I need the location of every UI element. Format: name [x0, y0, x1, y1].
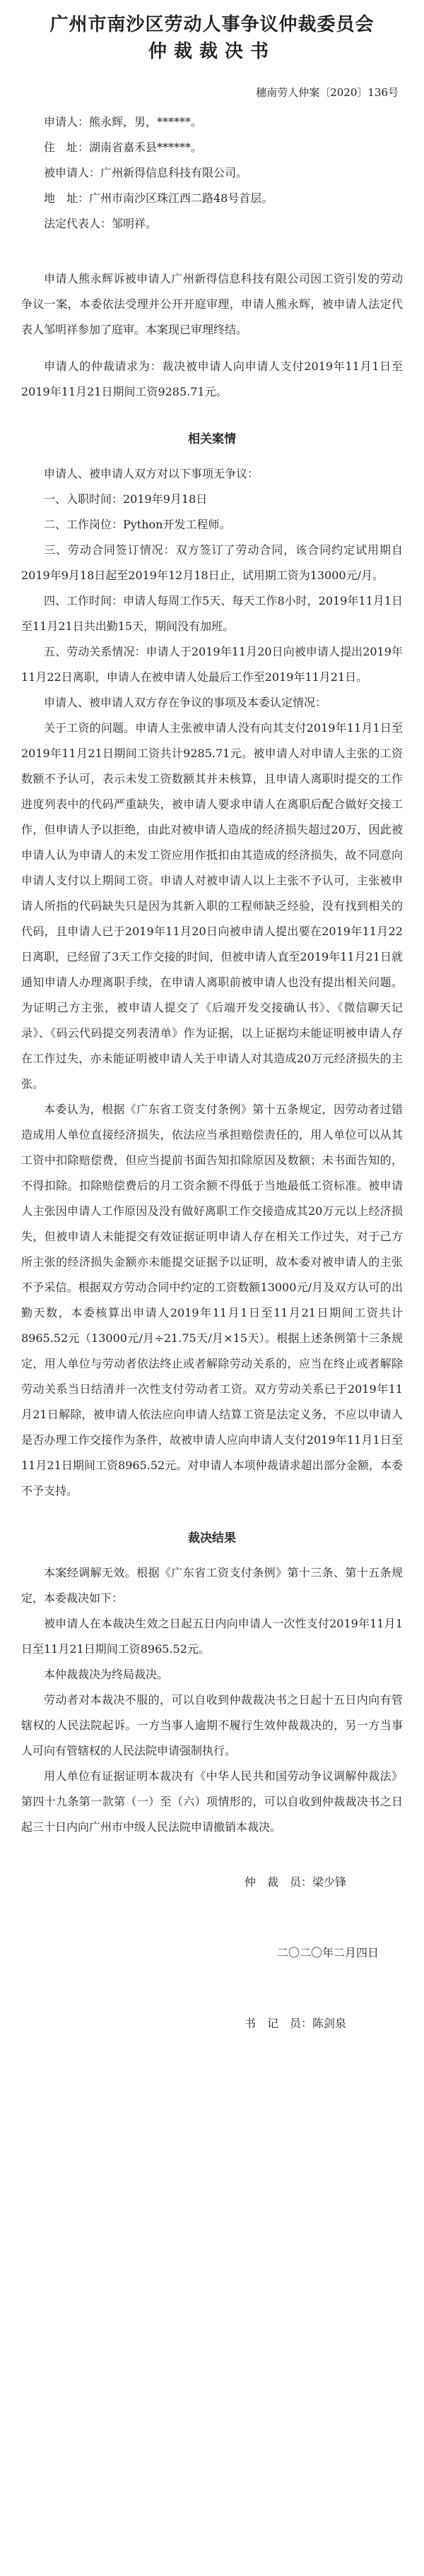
applicant: 申请人：熊永辉，男，******。 — [44, 115, 203, 129]
ruling-paragraph: 本案经调解无效。根据《广东省工资支付条例》第十三条、第十五条规定，本委裁决如下： — [21, 1566, 403, 1605]
parties-section — [21, 109, 403, 237]
facts-paragraph: 二、工作岗位：Python开发工程师。 — [44, 518, 231, 531]
signoff-section — [21, 1870, 403, 2036]
award-date: 二〇二〇年二月四日 — [276, 1946, 379, 1959]
legal-representative: 法定代表人：邹明祥。 — [44, 217, 158, 230]
ruling-paragraph: 本仲裁裁决为终局裁决。 — [44, 1668, 169, 1681]
ruling-section — [21, 1528, 403, 1840]
facts-paragraph: 三、劳动合同签订情况：双方签订了劳动合同，该合同约定试用期自2019年9月18日起至2019年12月18日止，试用期工资为13000元/月。 — [21, 543, 403, 582]
document-title: 仲裁裁决书 — [148, 41, 276, 62]
facts-section — [21, 429, 403, 1504]
ruling-paragraph: 劳动者对本裁决不服的，可以自收到仲裁裁决书之日起十五日内向有管辖权的人民法院起诉。一方当事人逾期不履行生效仲裁裁决的，另一方当事人可向有管辖权的人民法院申请强制执行。 — [21, 1693, 403, 1757]
ruling-paragraph: 被申请人在本裁决生效之日起五日内向申请人一次性支付2019年11月1日至11月21日期间工资8965.52元。 — [21, 1617, 403, 1656]
applicant-address: 住 址：湖南省嘉禾县******。 — [44, 141, 203, 154]
facts-paragraph: 申请人、被申请人双方存在争议的事项及本委认定情况： — [44, 696, 327, 709]
intro-section — [21, 266, 403, 405]
facts-paragraph: 五、劳动关系情况：申请人于2019年11月20日向被申请人提出2019年11月22日离职，申请人在被申请人处最后工作至2019年11月21日。 — [21, 645, 403, 684]
facts-paragraph: 申请人、被申请人双方对以下事项无争议： — [44, 467, 259, 480]
facts-heading: 相关案情 — [188, 432, 236, 446]
ruling-heading: 裁决结果 — [188, 1531, 236, 1545]
committee-title: 广州市南沙区劳动人事争议仲裁委员会 — [49, 14, 375, 35]
case-number: 穗南劳人仲案〔2020〕136号 — [256, 86, 399, 99]
intro-paragraph: 申请人熊永辉诉被申请人广州新得信息科技有限公司因工资引发的劳动争议一案，本委依法受理并公开开庭审理，申请人熊永辉，被申请人法定代表人邹明祥参加了庭审。本案现已审理终结。 — [21, 272, 403, 336]
clerk-signature: 书 记 员：陈剑泉 — [244, 2017, 346, 2030]
ruling-paragraph: 用人单位有证据证明本裁决有《中华人民共和国劳动争议调解仲裁法》第四十九条第一款第（一）至（六）项情形的，可以自收到仲裁裁决书之日起三十日内向广州市中级人民法院申请撤销本裁决。 — [21, 1769, 403, 1834]
claim-paragraph: 申请人的仲裁请求为：裁决被申请人向申请人支付2019年11月1日至2019年11月21日期间工资9285.71元。 — [21, 360, 403, 398]
facts-paragraph: 关于工资的问题。申请人主张被申请人没有向其支付2019年11月1日至2019年11月21日期间工资共计9285.71元。被申请人对申请人主张的工资数额不予认可，表示未发工资数额其并未核算，且申请人离职时提交的工作进度列表中的代码严重缺失，被申请人要求申请人在离职后配合做好交接工作，但申请人予以拒绝，由此对被申请人造成的经济损失超过20万，因此被申请人认为申请人的未发工资应用作抵扣由其造成的经济损失，故不同意向申请人支付以上期间工资。申请人对被申请人以上主张不予认可，主张被申请人所指的代码缺失只是因为其新入职的工程师缺乏经验，没有找到相关的代码，且申请人已于2019年11月20日向被申请人提出要在2019年11月22日离职，已经留了3天工作交接的时间，但被申请人直至2019年11月21日就通知申请人办理离职手续，在申请人离职前被申请人也没有提出相关问题。为证明己方主张，被申请人提交了《后端开发交接确认书》、《微信聊天记录》、《码云代码提交列表清单》作为证据，以上证据均未能证明被申请人存在工作过失，亦未能证明被申请人关于申请人对其造成20万元经济损失的主张。 — [21, 721, 403, 1091]
respondent-address: 地 址：广州市南沙区珠江西二路48号首层。 — [44, 191, 273, 205]
arbitrator-signature: 仲 裁 员：梁少锋 — [244, 1875, 346, 1889]
facts-paragraph: 四、工作时间：申请人每周工作5天、每天工作8小时，2019年11月1日至11月21日共出勤15天，期间没有加班。 — [21, 594, 403, 633]
facts-paragraph: 一、入职时间：2019年9月18日 — [44, 492, 208, 506]
respondent: 被申请人：广州新得信息科技有限公司。 — [44, 166, 248, 179]
facts-paragraph: 本委认为，根据《广东省工资支付条例》第十五条规定，因劳动者过错造成用人单位直接经济损失，依法应当承担赔偿责任的，用人单位可以从其工资中扣除赔偿费，但应当提前书面告知扣除原因及数额；未书面告知的，不得扣除。扣除赔偿费后的月工资余额不得低于当地最低工资标准。被申请人主张因申请人工作原因及没有做好离职工作交接造成其20万元以上经济损失，但被申请人未能提交有效证据证明申请人存在相关工作过失，对于己方所主张的经济损失金额亦未能提交证据予以证明，故本委对被申请人的主张不予采信。根据双方劳动合同中约定的工资数额13000元/月及双方认可的出勤天数，本委核算出申请人2019年11月1日至11月21日期间工资共计8965.52元（13000元/月÷21.75天/月×15天）。根据上述条例第十三条规定，用人单位与劳动者依法终止或者解除劳动关系的，应当在终止或者解除劳动关系当日结清并一次性支付劳动者工资。双方劳动关系已于2019年11月21日解除，被申请人依法应向申请人结算工资是法定义务，不应以申请人是否办理工作交接作为条件，故被申请人应向申请人支付2019年11月1日至11月21日期间工资8965.52元。对申请人本项仲裁请求超出部分金额，本委不予支持。 — [21, 1103, 403, 1497]
